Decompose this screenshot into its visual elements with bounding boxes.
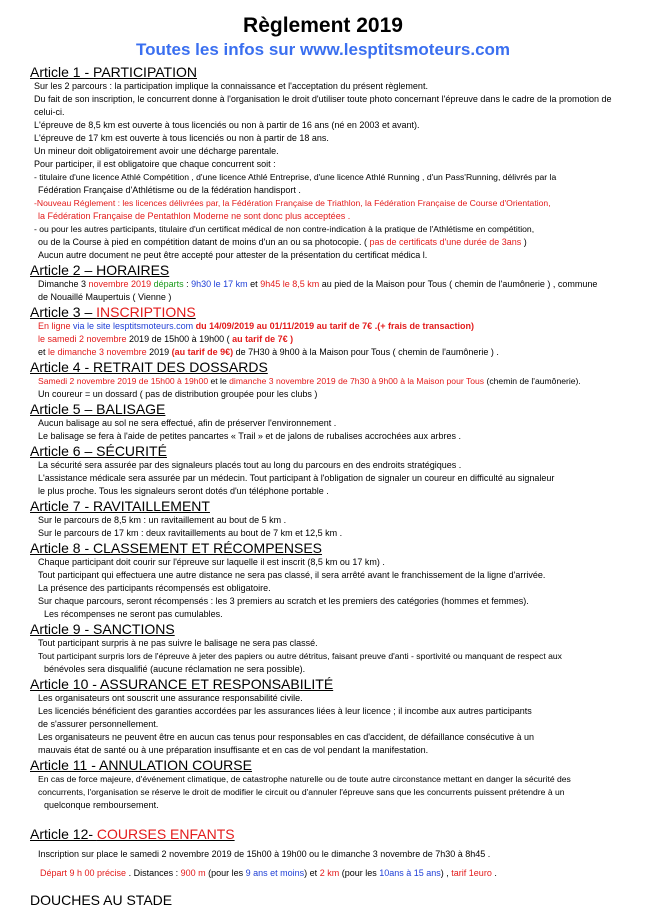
article-6-line: le plus proche. Tous les signaleurs seront dotés d'un téléphone portable . — [38, 486, 329, 496]
article-1-line — [30, 236, 630, 249]
online-dates: du 14/09/2019 au 01/11/2019 au tarif de 7€ .(+ frais de transaction) — [193, 321, 474, 331]
article-1-line: - ou pour les autres participants, titulaire d'un certificat médical de non contre-indication à la pratique de l'Athlétisme en compétition, — [34, 224, 535, 234]
price-span: au tarif de 7€ ) — [232, 334, 294, 344]
article-8-line: Chaque participant doit courir sur l'épreuve sur laquelle il est inscrit (8,5 km ou 17 km) . — [38, 557, 385, 567]
article-1-line: Du fait de son inscription, le concurrent donne à l'organisation le droit d'utiliser toute photo concernant l'épreuve dans le cadre de la promotion de celui-ci. — [34, 94, 612, 117]
article-10-line: Les licenciés bénéficient des garanties accordées par les assurances liées à leur licence ; il incombe aux autres participants — [38, 706, 532, 716]
text-span: ) et — [304, 868, 320, 878]
text-span: ) — [521, 237, 527, 247]
article-11-line: quelconque remboursement. — [44, 800, 159, 810]
article-1-line: Un mineur doit obligatoirement avoir une décharge parentale. — [34, 146, 279, 156]
heading-highlight: COURSES ENFANTS — [96, 826, 235, 842]
article-6-line: L'assistance médicale sera assurée par un médecin. Tout participant à l'obligation de signaler un coureur en difficulté au signaleur — [38, 473, 555, 483]
article-3-line — [30, 333, 630, 346]
article-10-line: Les organisateurs ne peuvent être en aucun cas tenus pour responsables en cas d'accident, de défaillance consécutive à un — [38, 732, 535, 742]
article-1-new-rule: -Nouveau Réglement : les licences délivrées par, la Fédération Française de Triathlon, la Fédération Française de Course d'Orientation, — [34, 198, 551, 208]
start-time: Départ 9 h 00 précise — [40, 868, 127, 878]
article-5-line: Le balisage se fera à l'aide de petites pancartes « Trail » et de jalons de rubalises accrochées aux arbres . — [38, 431, 461, 441]
website-link[interactable]: via le site lesptitsmoteurs.com — [73, 321, 194, 331]
text-span: 2019 — [146, 347, 172, 357]
text-span: En ligne — [38, 321, 74, 331]
article-5-line: Aucun balisage au sol ne sera effectué, afin de préserver l'environnement . — [38, 418, 337, 428]
price-span: (au tarif de 9€) — [171, 347, 234, 357]
article-5-heading: Article 5 – BALISAGE — [30, 401, 166, 417]
article-1-line: - titulaire d'une licence Athlé Compétition , d'une licence Athlé Entreprise, d'une licence Athlé Running , d'un Pass'Running, délivrés par la — [34, 172, 557, 182]
page-title: Règlement 2019 — [243, 14, 403, 37]
article-12-line — [30, 867, 630, 880]
date-span: le samedi 2 novembre — [38, 334, 127, 344]
start-time-17km: 9h30 le 17 km — [191, 279, 248, 289]
article-1-line: Fédération Française d'Athlétisme ou de la fédération handisport . — [38, 185, 301, 195]
article-1-heading: Article 1 - PARTICIPATION — [30, 64, 197, 80]
article-11-line: concurrents, l'organisation se réserve le droit de modifier le circuit ou d'annuler l'épreuve sans que les concurrents puissent prétendre à un — [38, 787, 565, 797]
distance-span: 2 km — [319, 868, 340, 878]
distance-span: 900 m — [180, 868, 206, 878]
article-6-heading: Article 6 – SÉCURITÉ — [30, 443, 167, 459]
article-1-new-rule: la Fédération Française de Pentathlon Moderne ne sont donc plus acceptées . — [38, 211, 351, 221]
article-9-heading: Article 9 - SANCTIONS — [30, 621, 175, 637]
article-4-heading: Article 4 - RETRAIT DES DOSSARDS — [30, 359, 268, 375]
article-8-line: La présence des participants récompensés est obligatoire. — [38, 583, 271, 593]
article-6-line: La sécurité sera assurée par des signaleurs placés tout au long du parcours en des endroits stratégiques . — [38, 460, 462, 470]
article-8-line: Tout participant qui effectuera une autre distance ne sera pas classé, il sera arrêté avant le franchissement de la ligne d'arrivée. — [38, 570, 546, 580]
article-2-line — [30, 278, 630, 291]
article-9-line: Tout participant surpris à ne pas suivre le balisage ne sera pas classé. — [38, 638, 318, 648]
article-3-heading — [30, 304, 630, 320]
article-8-line: Les récompenses ne seront pas cumulables. — [44, 609, 223, 619]
text-span: ou de la Course à pied en compétition datant de moins d'un an ou sa photocopie. ( — [38, 237, 367, 247]
date-span: novembre 2019 — [88, 279, 152, 289]
article-2-heading: Article 2 – HORAIRES — [30, 262, 170, 278]
date-span: dimanche 3 novembre 2019 de 7h30 à 9h00 à la Maison pour Tous — [229, 376, 485, 386]
text-span: (pour les — [205, 868, 246, 878]
article-1-line: Aucun autre document ne peut être accepté pour attester de la présentation du certificat médica l. — [38, 250, 428, 260]
text-span: Dimanche 3 — [38, 279, 89, 289]
date-span: le dimanche 3 novembre — [48, 347, 147, 357]
article-1-line: Sur les 2 parcours : la participation implique la connaissance et l'acceptation du présent règlement. — [34, 81, 428, 91]
text-span: et — [247, 279, 261, 289]
text-span: . Distances : — [126, 868, 181, 878]
article-7-heading: Article 7 - RAVITAILLEMENT — [30, 498, 210, 514]
article-7-line: Sur le parcours de 8,5 km : un ravitaillement au bout de 5 km . — [38, 515, 287, 525]
age-group: 9 ans et moins — [245, 868, 305, 878]
text-span: de 7H30 à 9h00 à la Maison pour Tous ( chemin de l'aumônerie ) . — [233, 347, 499, 357]
article-11-heading: Article 11 - ANNULATION COURSE — [30, 757, 252, 773]
text-span: ) , — [440, 868, 452, 878]
heading-highlight: INSCRIPTIONS — [96, 304, 196, 320]
article-4-line — [30, 375, 630, 388]
page-subtitle: Toutes les infos sur www.lesptitsmoteurs.com — [135, 40, 511, 59]
heading-prefix: Article 3 – — [30, 304, 97, 320]
article-2-line: de Nouaillé Maupertuis ( Vienne ) — [38, 292, 172, 302]
article-1-line: L'épreuve de 8,5 km est ouverte à tous licenciés ou non à partir de 16 ans (né en 2003 et avant). — [34, 120, 420, 130]
heading-prefix: Article 12- — [30, 826, 97, 842]
text-span: : — [183, 279, 192, 289]
article-10-line: de s'assurer personnellement. — [38, 719, 159, 729]
article-10-line: Les organisateurs ont souscrit une assurance responsabilité civile. — [38, 693, 303, 703]
article-8-heading: Article 8 - CLASSEMENT ET RÉCOMPENSES — [30, 540, 322, 556]
text-span: et le — [208, 376, 230, 386]
text-span: (pour les — [339, 868, 380, 878]
departs-label: départs — [151, 279, 184, 289]
certificate-note: pas de certificats d'une durée de 3ans — [366, 237, 522, 247]
article-1-line: Pour participer, il est obligatoire que chaque concurrent soit : — [34, 159, 276, 169]
document-body — [30, 64, 630, 908]
date-span: Samedi 2 novembre 2019 de 15h00 à 19h00 — [38, 376, 209, 386]
article-9-line: Tout participant surpris lors de l'épreuve à jeter des papiers ou autre détritus, faisant preuve d'anti - sportivité ou manquant de respect aux — [38, 651, 562, 661]
article-3-line — [30, 346, 630, 359]
article-10-heading: Article 10 - ASSURANCE ET RESPONSABILITÉ — [30, 676, 334, 692]
article-11-line: En cas de force majeure, d'événement climatique, de catastrophe naturelle ou de toute autre circonstance mettant en danger la sécurité des — [38, 774, 571, 784]
article-12-heading — [30, 826, 630, 842]
article-9-line: bénévoles sera disqualifié (aucune réclamation ne sera possible). — [44, 664, 306, 674]
article-8-line: Sur chaque parcours, seront récompensés : les 3 premiers au scratch et les premiers des catégories (hommes et femmes). — [38, 596, 529, 606]
text-span: . — [491, 868, 497, 878]
footer-showers: DOUCHES AU STADE — [30, 892, 173, 908]
article-1-line: L'épreuve de 17 km est ouverte à tous licenciés ou non à partir de 18 ans. — [34, 133, 329, 143]
text-span: 2019 de 15h00 à 19h00 ( — [126, 334, 233, 344]
article-10-line: mauvais état de santé ou à une préparation insuffisante et en cas de vol pendant la manifestation. — [38, 745, 429, 755]
start-time-8-5km: 9h45 le 8,5 km — [260, 279, 320, 289]
price-span: tarif 1euro — [451, 868, 492, 878]
article-12-line: Inscription sur place le samedi 2 novembre 2019 de 15h00 à 19h00 ou le dimanche 3 novembre de 7h30 à 8h45 . — [38, 849, 491, 859]
text-span: et — [38, 347, 49, 357]
article-4-line: Un coureur = un dossard ( pas de distribution groupée pour les clubs ) — [38, 389, 318, 399]
article-3-line — [30, 320, 630, 333]
article-7-line: Sur le parcours de 17 km : deux ravitaillements au bout de 7 km et 12,5 km . — [38, 528, 343, 538]
age-group: 10ans à 15 ans — [379, 868, 441, 878]
text-span: (chemin de l'aumônerie). — [484, 376, 581, 386]
text-span: au pied de la Maison pour Tous ( chemin de l'aumônerie ) , commune — [319, 279, 598, 289]
